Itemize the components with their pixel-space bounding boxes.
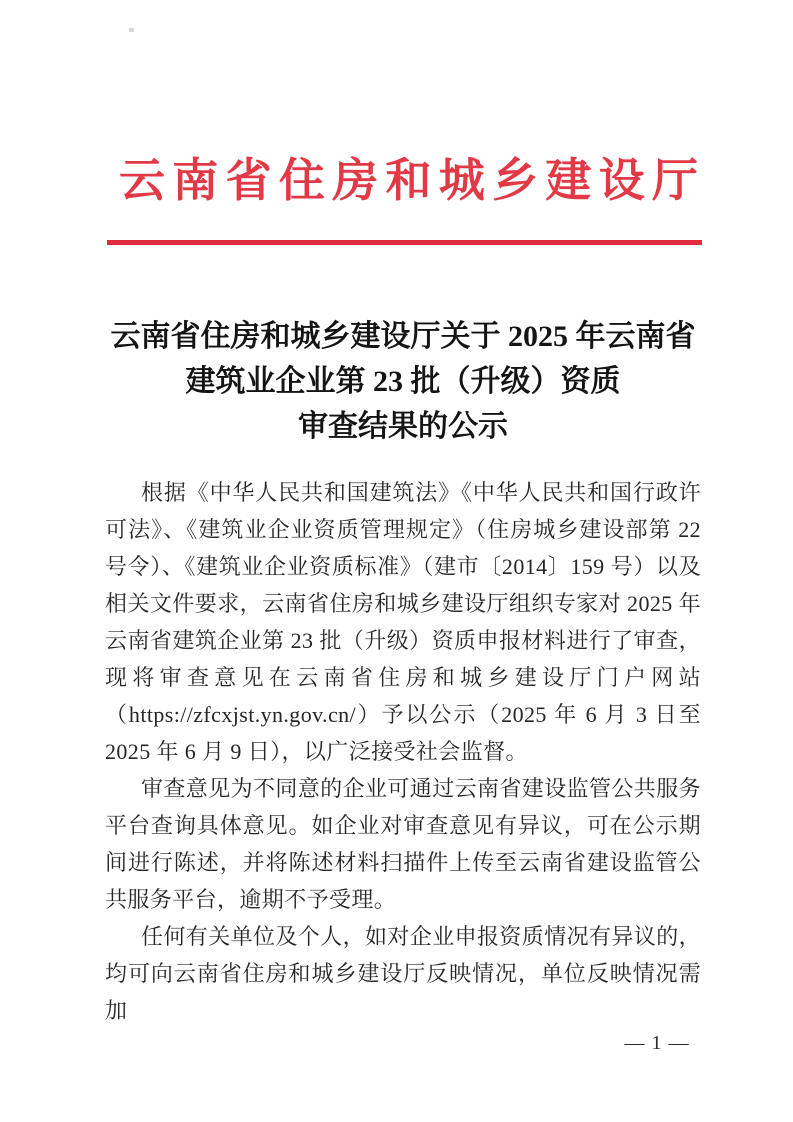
document-title-line-2: 建筑业企业第 23 批（升级）资质 — [185, 365, 621, 398]
document-body — [105, 474, 701, 1029]
page-number: — 1 — — [624, 1032, 690, 1054]
body-paragraph-3: 任何有关单位及个人，如对企业申报资质情况有异议的，均可向云南省住房和城乡建设厅反映情况，单位反映情况需加 — [105, 924, 702, 1023]
body-paragraph-2: 审查意见为不同意的企业可通过云南省建设监管公共服务平台查询具体意见。如企业对审查意见有异议，可在公示期间进行陈述，并将陈述材料扫描件上传至云南省建设监管公共服务平台，逾期不予受理。 — [105, 776, 702, 912]
document-title-line-3: 审查结果的公示 — [298, 410, 508, 443]
document-title-line-1: 云南省住房和城乡建设厅关于 2025 年云南省 — [110, 320, 696, 353]
document-title — [105, 314, 701, 449]
letterhead-divider-rule — [107, 240, 702, 245]
body-paragraph-1: 根据《中华人民共和国建筑法》《中华人民共和国行政许可法》、《建筑业企业资质管理规定》（住房城乡建设部第 22 号令）、《建筑业企业资质标准》（建市〔2014〕159 号）以及相关文件要求，云南省住房和城乡建设厅组织专家对 2025 年云南省建筑企业第 23 批（升级）资质申报材料进行了审查，现将审查意见在云南省住房和城乡建设厅门户网站（https://zfcxjst.yn.gov.cn/）予以公示（2025 年 6 月 3 日至 2025 年 6 月 9 日），以广泛接受社会监督。 — [105, 480, 701, 764]
letterhead-org-name: 云南省住房和城乡建设厅 — [119, 155, 699, 206]
scan-speck — [129, 28, 134, 32]
